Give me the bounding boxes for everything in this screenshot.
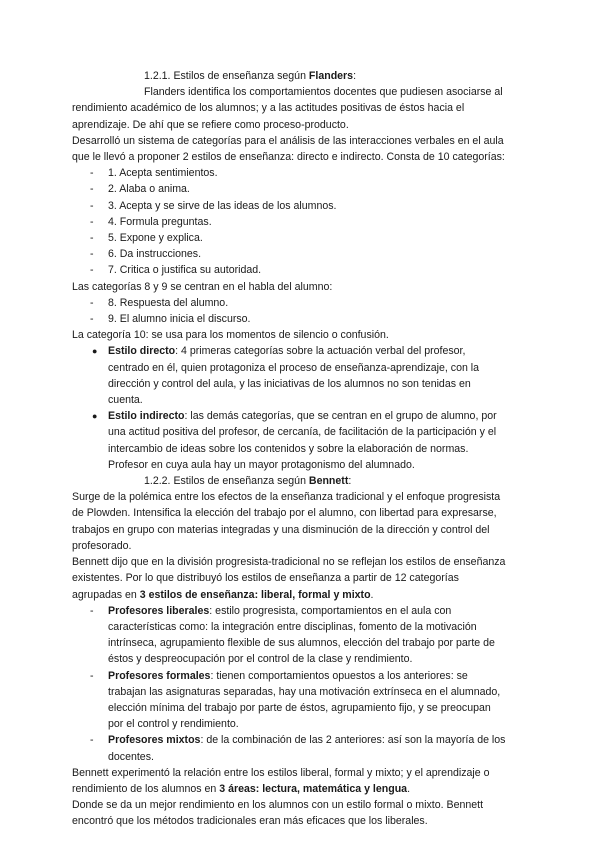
teacher-types-list [72,603,532,765]
list-item: - 7. Critica o justifica su autoridad. [90,264,262,277]
heading-author-bennett: Bennett [308,475,349,488]
bennett-division-paragraph: Bennett dijo que en la división progresista-tradicional no se reflejan los estilos de enseñanza existentes. Por lo que distribuyó los estilos de enseñanza a partir de 12 categorías agrupadas en 3 estilos de enseñanza: liberal, formal y mixto. [72,556,506,601]
list-item: - 2. Alaba o anima. [90,183,190,196]
bullet-icon: ● [92,346,98,357]
list-item: - 1. Acepta sentimientos. [90,167,218,180]
student-categories-list [72,295,532,327]
section-heading-flanders: 1.2.1. Estilos de enseñanza según Flanders: [144,70,357,82]
bullet-icon: ● [92,411,98,422]
list-item-profesores-formales: - Profesores formales: tienen comportamientos opuestos a los anteriores: se trabajan las asignaturas separadas, hay una motivación extrínseca en el alumnado, elección mínima del trabajo por parte de éstos, agrupamiento fijo, y se preocupan por el control y rendimiento. [90,669,501,731]
flanders-intro-paragraph: Flanders identifica los comportamientos docentes que pudiesen asociarse al rendimiento académico de los alumnos; y a las actitudes positivas de éstos hacia el aprendizaje. De ahí que se refiere como proceso-producto. [72,86,503,131]
silence-category-line: La categoría 10: se usa para los momentos de silencio o confusión. [72,329,389,342]
list-item: - 3. Acepta y se sirve de las ideas de los alumnos. [90,199,337,212]
list-item: - 8. Respuesta del alumno. [90,296,229,309]
heading-author-flanders: Flanders [308,70,354,82]
bennett-intro-paragraph: Surge de la polémica entre los efectos de la enseñanza tradicional y el enfoque progresista de Plowden. Intensifica la elección del trabajo por el alumno, con libertad para expresarse, trabajos en grupo con materias integradas y una disminución de la dirección y control del profesorado. [72,491,501,552]
section-heading-bennett: 1.2.2. Estilos de enseñanza según Bennett: [144,475,352,488]
student-categories-intro: Las categorías 8 y 9 se centran en el habla del alumno: [72,280,333,293]
list-item: - 4. Formula preguntas. [90,215,212,228]
list-item-estilo-directo: ● Estilo directo: 4 primeras categorías sobre la actuación verbal del profesor, centrado en él, quien protagoniza el proceso de enseñanza-aprendizaje, con la dirección y control del aula, y las iniciativas de los alumnos no son tenidas en cuenta. [92,345,480,407]
document-page [72,68,532,830]
list-item: - 5. Expone y explica. [90,232,203,245]
bennett-experiment-paragraph: Bennett experimentó la relación entre los estilos liberal, formal y mixto; y el aprendizaje o rendimiento de los alumnos en 3 áreas: lectura, matemática y lengua. [72,766,490,795]
list-item-profesores-mixtos: - Profesores mixtos: de la combinación de las 2 anteriores: así son la mayoría de los docentes. [90,734,506,763]
bennett-conclusion-paragraph: Donde se da un mejor rendimiento en los alumnos con un estilo formal o mixto. Bennett encontró que los métodos tradicionales eran más eficaces que los liberales. [72,799,484,828]
list-item-estilo-indirecto: ● Estilo indirecto: las demás categorías, que se centran en el grupo de alumno, por una actitud positiva del profesor, de cercanía, de facilitación de la participación y el intercambio de ideas sobre los contenidos y sobre la elaboración de normas. Profesor en cuya aula hay un mayor protagonismo del alumnado. [92,410,497,471]
teaching-styles-list [72,343,532,473]
list-item: - 9. El alumno inicia el discurso. [90,313,251,326]
flanders-system-paragraph: Desarrolló un sistema de categorías para el análisis de las interacciones verbales en el aula que le llevó a proponer 2 estilos de enseñanza: directo e indirecto. Consta de 10 categorías: [72,134,505,164]
list-item-profesores-liberales: - Profesores liberales: estilo progresista, comportamientos en el aula con características como: la integración entre disciplinas, fomento de la motivación intrínseca, agrupamiento flexible de sus alumnos, elección del trabajo por parte de éstos y despreocupación por el control de la clase y rendimiento. [90,604,495,666]
list-item: - 6. Da instrucciones. [90,248,202,261]
teacher-categories-list [72,165,532,278]
